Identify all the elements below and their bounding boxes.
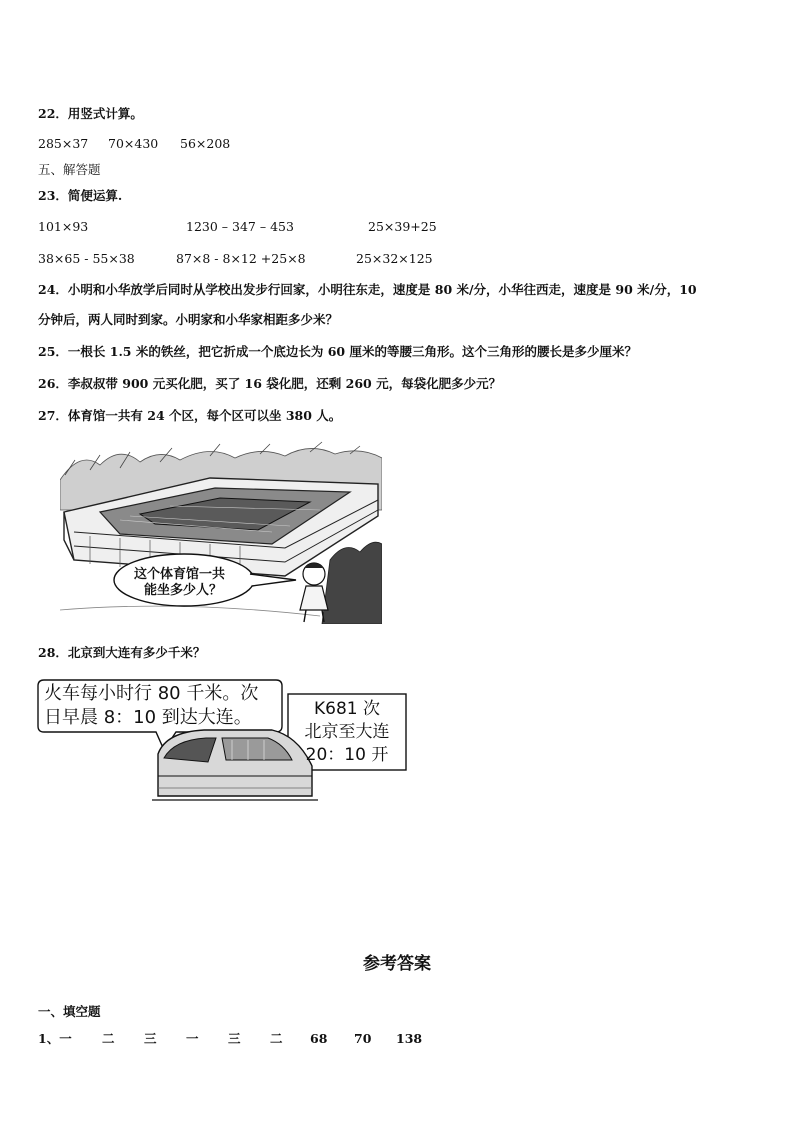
q23-expr-4: 38×65 - 55×38 bbox=[38, 251, 135, 266]
answer-6: 二 bbox=[270, 1031, 283, 1046]
q23-expr-6: 25×32×125 bbox=[356, 251, 433, 266]
answers-title: 参考答案 bbox=[363, 954, 431, 974]
train-illustration bbox=[36, 676, 408, 808]
stadium-bubble-line-1: 这个体育馆一共 bbox=[134, 567, 226, 582]
answer-7: 68 bbox=[310, 1031, 328, 1046]
stadium-illustration bbox=[60, 440, 382, 624]
q22-heading: 22．用竖式计算。 bbox=[38, 106, 143, 121]
q23-expr-3: 25×39+25 bbox=[368, 219, 437, 234]
train-sign-line-3: 20：10 开 bbox=[305, 745, 389, 765]
answers-row-1 bbox=[38, 1031, 458, 1047]
train-speech-line-2: 日早晨 8：10 到达大连。 bbox=[44, 707, 252, 728]
q26-text: 26．李叔叔带 900 元买化肥，买了 16 袋化肥，还剩 260 元，每袋化肥多少元？ bbox=[38, 376, 502, 391]
q23-row-2 bbox=[38, 251, 538, 267]
q23-heading: 23．简便运算. bbox=[38, 188, 123, 203]
q24-line-1: 24．小明和小华放学后同时从学校出发步行回家，小明往东走，速度是 80 米/分，小华往西走，速度是 90 米/分，10 bbox=[38, 282, 697, 297]
q28-text: 28．北京到大连有多少千米？ bbox=[38, 645, 206, 660]
stadium-bubble-line-2: 能坐多少人？ bbox=[144, 583, 223, 598]
q23-expr-1: 101×93 bbox=[38, 219, 89, 234]
answer-5: 三 bbox=[228, 1031, 241, 1046]
q22-item-2: 70×430 bbox=[108, 136, 159, 151]
q24-line-2: 分钟后，两人同时到家。小明家和小华家相距多少米？ bbox=[38, 312, 339, 327]
q23-row-1 bbox=[38, 219, 538, 235]
section5-heading: 五、解答题 bbox=[38, 162, 101, 177]
train-sign-line-1: K681 次 bbox=[314, 699, 380, 719]
answers-section-1: 一、填空题 bbox=[38, 1004, 101, 1019]
q27-text: 27．体育馆一共有 24 个区，每个区可以坐 380 人。 bbox=[38, 408, 342, 423]
answer-9: 138 bbox=[396, 1031, 423, 1046]
answer-2: 二 bbox=[102, 1031, 115, 1046]
q22-items bbox=[38, 136, 338, 152]
q23-expr-5: 87×8 - 8×12 +25×8 bbox=[176, 251, 306, 266]
answer-3: 三 bbox=[144, 1031, 157, 1046]
q25-text: 25．一根长 1.5 米的铁丝，把它折成一个底边长为 60 厘米的等腰三角形。这个三角形的腰长是多少厘米？ bbox=[38, 344, 637, 359]
answer-8: 70 bbox=[354, 1031, 372, 1046]
train-speech-line-1: 火车每小时行 80 千米。次 bbox=[44, 683, 259, 704]
answer-4: 一 bbox=[186, 1031, 199, 1046]
q22-item-1: 285×37 bbox=[38, 136, 89, 151]
answer-1: 1、一 bbox=[38, 1031, 72, 1046]
q22-item-3: 56×208 bbox=[180, 136, 231, 151]
q23-expr-2: 1230 – 347 – 453 bbox=[186, 219, 294, 234]
train-sign-line-2: 北京至大连 bbox=[304, 722, 390, 742]
